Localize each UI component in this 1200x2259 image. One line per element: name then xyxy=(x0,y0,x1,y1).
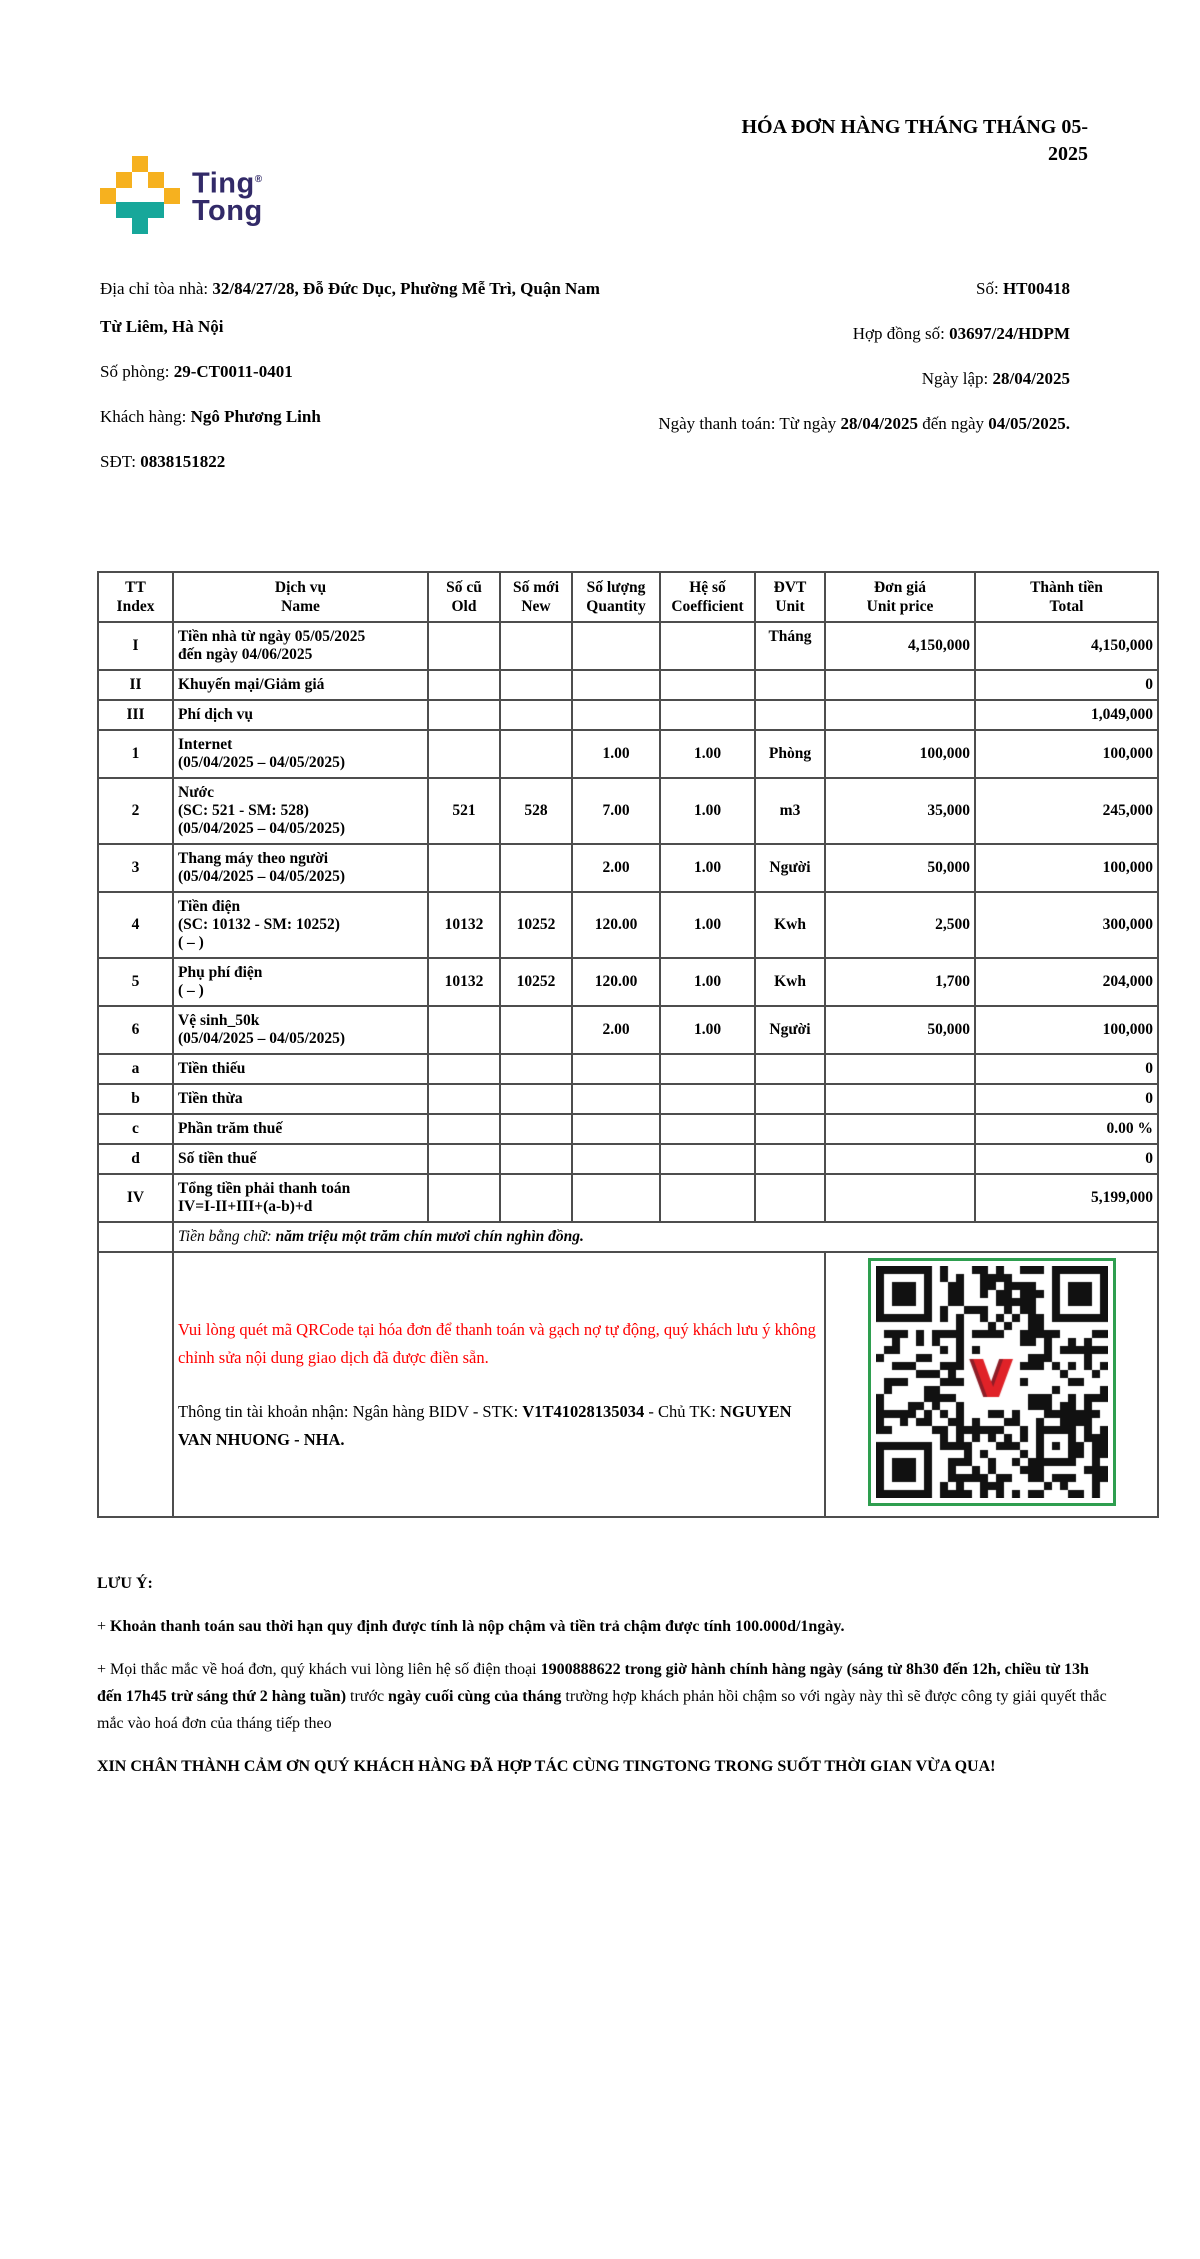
invoice-info-right xyxy=(620,270,1070,481)
amount-in-words-row xyxy=(98,1222,1158,1252)
col-service: Dịch vụ Name xyxy=(173,572,428,622)
cell-unit-price xyxy=(825,670,975,700)
notes-heading: LƯU Ý: xyxy=(97,1575,153,1592)
cell-total: 245,000 xyxy=(975,778,1158,844)
bank-account-info: Thông tin tài khoản nhận: Ngân hàng BIDV - STK: V1T41028135034 - Chủ TK: NGUYEN VAN NHUONG - NHA. xyxy=(178,1401,792,1449)
cell-coefficient xyxy=(660,1174,755,1222)
cell-unit: Phòng xyxy=(755,730,825,778)
cell-coefficient: 1.00 xyxy=(660,778,755,844)
cell-index: III xyxy=(98,700,173,730)
cell-total: 0 xyxy=(975,1084,1158,1114)
cell-unit-price xyxy=(825,1054,975,1084)
cell-quantity xyxy=(572,1054,660,1084)
brand-word-tong: Tong xyxy=(192,194,263,227)
col-quantity: Số lượng Quantity xyxy=(572,572,660,622)
tingtong-logo xyxy=(100,156,263,234)
table-row xyxy=(98,730,1158,778)
note-hotline: + Mọi thắc mắc về hoá đơn, quý khách vui lòng liên hệ số điện thoại 1900888622 trong giờ hành chính hàng ngày (sáng từ 8h30 đến 12h, chiều từ 13h đến 17h45 trừ sáng thứ 2 hàng tuần) trước ngày cuối cùng của tháng trường hợp khách phản hồi chậm so với ngày này thì sẽ được công ty giải quyết thắc mắc vào hoá đơn của tháng tiếp theo xyxy=(97,1661,1107,1732)
cell-new-reading xyxy=(500,844,572,892)
cell-unit-price xyxy=(825,1144,975,1174)
cell-index: 6 xyxy=(98,1006,173,1054)
cell-old-reading xyxy=(428,670,500,700)
building-address: Địa chỉ tòa nhà: 32/84/27/28, Đỗ Đức Dục, Phường Mễ Trì, Quận Nam Từ Liêm, Hà Nội xyxy=(100,279,600,336)
cell-total: 100,000 xyxy=(975,844,1158,892)
cell-index: b xyxy=(98,1084,173,1114)
cell-coefficient: 1.00 xyxy=(660,958,755,1006)
cell-quantity: 120.00 xyxy=(572,892,660,958)
thank-you-line: XIN CHÂN THÀNH CẢM ƠN QUÝ KHÁCH HÀNG ĐÃ HỢP TÁC CÙNG TINGTONG TRONG SUỐT THỜI GIAN VỪA QUA! xyxy=(97,1758,996,1775)
cell-quantity: 7.00 xyxy=(572,778,660,844)
cell-index: 4 xyxy=(98,892,173,958)
cell-service-name: Tiền điện (SC: 10132 - SM: 10252) ( – ) xyxy=(173,892,428,958)
table-row xyxy=(98,958,1158,1006)
brand-word-ting: Ting xyxy=(192,167,255,200)
cell-new-reading xyxy=(500,1144,572,1174)
cell-coefficient: 1.00 xyxy=(660,892,755,958)
cell-new-reading xyxy=(500,730,572,778)
cell-coefficient xyxy=(660,1114,755,1144)
cell-old-reading xyxy=(428,1084,500,1114)
cell-index: a xyxy=(98,1054,173,1084)
cell-coefficient: 1.00 xyxy=(660,730,755,778)
col-old: Số cũ Old xyxy=(428,572,500,622)
cell-quantity xyxy=(572,622,660,670)
cell-service-name: Tiền nhà từ ngày 05/05/2025 đến ngày 04/06/2025 xyxy=(173,622,428,670)
invoice-number: Số: HT00418 xyxy=(976,279,1070,298)
cell-service-name: Internet (05/04/2025 – 04/05/2025) xyxy=(173,730,428,778)
table-row xyxy=(98,1084,1158,1114)
cell-coefficient xyxy=(660,670,755,700)
cell-service-name: Phụ phí điện ( – ) xyxy=(173,958,428,1006)
cell-index: I xyxy=(98,622,173,670)
cell-old-reading xyxy=(428,844,500,892)
cell-total: 300,000 xyxy=(975,892,1158,958)
registered-mark: ® xyxy=(254,174,263,185)
invoice-table xyxy=(97,571,1159,1518)
table-row xyxy=(98,892,1158,958)
qr-row xyxy=(98,1252,1158,1517)
col-unit-price: Đơn giá Unit price xyxy=(825,572,975,622)
cell-index: 3 xyxy=(98,844,173,892)
cell-total: 1,049,000 xyxy=(975,700,1158,730)
cell-coefficient xyxy=(660,1054,755,1084)
cell-quantity: 2.00 xyxy=(572,844,660,892)
cell-unit xyxy=(755,700,825,730)
cell-index: II xyxy=(98,670,173,700)
table-row xyxy=(98,622,1158,670)
col-total: Thành tiền Total xyxy=(975,572,1158,622)
table-row xyxy=(98,778,1158,844)
qr-code-canvas xyxy=(876,1266,1108,1498)
cell-unit: Tháng xyxy=(755,622,825,670)
cell-unit-price xyxy=(825,1084,975,1114)
cell-unit: m3 xyxy=(755,778,825,844)
cell-unit-price xyxy=(825,1114,975,1144)
cell-service-name: Nước (SC: 521 - SM: 528) (05/04/2025 – 04/05/2025) xyxy=(173,778,428,844)
cell-old-reading xyxy=(428,1054,500,1084)
table-row xyxy=(98,1174,1158,1222)
table-header-row xyxy=(98,572,1158,622)
cell-unit-price: 50,000 xyxy=(825,844,975,892)
cell-service-name: Phần trăm thuế xyxy=(173,1114,428,1144)
cell-old-reading xyxy=(428,730,500,778)
table-row xyxy=(98,844,1158,892)
cell-unit-price: 35,000 xyxy=(825,778,975,844)
cell-unit-price: 1,700 xyxy=(825,958,975,1006)
cell-index: IV xyxy=(98,1174,173,1222)
cell-new-reading xyxy=(500,622,572,670)
cell-old-reading xyxy=(428,700,500,730)
cell-unit xyxy=(755,1084,825,1114)
cell-coefficient xyxy=(660,700,755,730)
table-row xyxy=(98,1006,1158,1054)
cell-quantity xyxy=(572,1174,660,1222)
amount-in-words: Tiền bằng chữ: năm triệu một trăm chín mươi chín nghìn đồng. xyxy=(173,1222,1158,1252)
col-new: Số mới New xyxy=(500,572,572,622)
col-index: TT Index xyxy=(98,572,173,622)
cell-index: 1 xyxy=(98,730,173,778)
cell-old-reading: 521 xyxy=(428,778,500,844)
cell-coefficient xyxy=(660,622,755,670)
cell-total: 100,000 xyxy=(975,1006,1158,1054)
cell-new-reading xyxy=(500,1174,572,1222)
customer-phone: SĐT: 0838151822 xyxy=(100,452,226,471)
cell-new-reading xyxy=(500,1114,572,1144)
cell-unit-price xyxy=(825,1174,975,1222)
cell-index: d xyxy=(98,1144,173,1174)
col-coefficient: Hệ số Coefficient xyxy=(660,572,755,622)
cell-total: 0 xyxy=(975,1054,1158,1084)
payment-instructions xyxy=(173,1252,825,1517)
cell-total: 204,000 xyxy=(975,958,1158,1006)
table-row xyxy=(98,1054,1158,1084)
cell-quantity: 2.00 xyxy=(572,1006,660,1054)
cell-old-reading xyxy=(428,622,500,670)
cell-index: 2 xyxy=(98,778,173,844)
qr-scan-note: Vui lòng quét mã QRCode tại hóa đơn để thanh toán và gạch nợ tự động, quý khách lưu ý không chỉnh sửa nội dung giao dịch đã được điền sẵn. xyxy=(178,1319,816,1367)
cell-new-reading xyxy=(500,700,572,730)
cell-unit-price: 50,000 xyxy=(825,1006,975,1054)
empty-cell xyxy=(98,1222,173,1252)
cell-index: 5 xyxy=(98,958,173,1006)
cell-old-reading xyxy=(428,1144,500,1174)
cell-unit-price xyxy=(825,700,975,730)
cell-coefficient: 1.00 xyxy=(660,1006,755,1054)
cell-service-name: Vệ sinh_50k (05/04/2025 – 04/05/2025) xyxy=(173,1006,428,1054)
qr-code xyxy=(868,1258,1116,1506)
footer-notes xyxy=(97,1570,1107,1780)
table-row xyxy=(98,1114,1158,1144)
page-title xyxy=(726,114,1088,168)
cell-service-name: Số tiền thuế xyxy=(173,1144,428,1174)
cell-unit: Người xyxy=(755,1006,825,1054)
page-title-line1: HÓA ĐƠN HÀNG THÁNG THÁNG 05- xyxy=(741,116,1088,138)
cell-quantity xyxy=(572,1114,660,1144)
cell-quantity xyxy=(572,1144,660,1174)
table-row xyxy=(98,1144,1158,1174)
cell-quantity xyxy=(572,700,660,730)
cell-old-reading xyxy=(428,1174,500,1222)
invoice-info xyxy=(0,270,1200,481)
room-number: Số phòng: 29-CT0011-0401 xyxy=(100,362,293,381)
invoice-table-body xyxy=(98,622,1158,1222)
cell-total: 5,199,000 xyxy=(975,1174,1158,1222)
cell-quantity: 1.00 xyxy=(572,730,660,778)
cell-total: 0 xyxy=(975,670,1158,700)
cell-unit xyxy=(755,1144,825,1174)
cell-unit: Kwh xyxy=(755,958,825,1006)
tingtong-logo-text xyxy=(192,166,263,234)
cell-coefficient: 1.00 xyxy=(660,844,755,892)
cell-coefficient xyxy=(660,1144,755,1174)
empty-cell xyxy=(98,1252,173,1517)
cell-unit xyxy=(755,1174,825,1222)
cell-unit: Kwh xyxy=(755,892,825,958)
issue-date: Ngày lập: 28/04/2025 xyxy=(921,369,1070,388)
cell-new-reading xyxy=(500,670,572,700)
table-row xyxy=(98,700,1158,730)
cell-unit xyxy=(755,670,825,700)
cell-unit xyxy=(755,1054,825,1084)
cell-new-reading: 10252 xyxy=(500,958,572,1006)
cell-total: 0 xyxy=(975,1144,1158,1174)
cell-new-reading: 10252 xyxy=(500,892,572,958)
cell-service-name: Tiền thiếu xyxy=(173,1054,428,1084)
cell-service-name: Phí dịch vụ xyxy=(173,700,428,730)
cell-total: 4,150,000 xyxy=(975,622,1158,670)
payment-period: Ngày thanh toán: Từ ngày 28/04/2025 đến ngày 04/05/2025. xyxy=(658,414,1070,433)
cell-quantity: 120.00 xyxy=(572,958,660,1006)
cell-old-reading xyxy=(428,1114,500,1144)
cell-unit-price: 4,150,000 xyxy=(825,622,975,670)
cell-total: 0.00 % xyxy=(975,1114,1158,1144)
cell-new-reading xyxy=(500,1084,572,1114)
qr-code-cell xyxy=(825,1252,1158,1517)
cell-index: c xyxy=(98,1114,173,1144)
cell-total: 100,000 xyxy=(975,730,1158,778)
header xyxy=(0,0,1200,234)
cell-service-name: Tiền thừa xyxy=(173,1084,428,1114)
cell-service-name: Khuyến mại/Giảm giá xyxy=(173,670,428,700)
cell-unit xyxy=(755,1114,825,1144)
cell-quantity xyxy=(572,670,660,700)
customer-name: Khách hàng: Ngô Phương Linh xyxy=(100,407,321,426)
col-unit: ĐVT Unit xyxy=(755,572,825,622)
table-row xyxy=(98,670,1158,700)
cell-new-reading xyxy=(500,1006,572,1054)
cell-unit-price: 100,000 xyxy=(825,730,975,778)
cell-old-reading xyxy=(428,1006,500,1054)
note-late-payment: + Khoản thanh toán sau thời hạn quy định được tính là nộp chậm và tiền trả chậm được tính 100.000d/1ngày. xyxy=(97,1618,845,1635)
cell-unit: Người xyxy=(755,844,825,892)
tingtong-logo-icon xyxy=(100,156,178,234)
cell-new-reading xyxy=(500,1054,572,1084)
cell-service-name: Tổng tiền phải thanh toán IV=I-II+III+(a-b)+d xyxy=(173,1174,428,1222)
cell-service-name: Thang máy theo người (05/04/2025 – 04/05/2025) xyxy=(173,844,428,892)
cell-new-reading: 528 xyxy=(500,778,572,844)
page-title-line2: 2025 xyxy=(1048,143,1088,165)
cell-old-reading: 10132 xyxy=(428,958,500,1006)
cell-coefficient xyxy=(660,1084,755,1114)
invoice-info-left xyxy=(100,270,605,481)
cell-unit-price: 2,500 xyxy=(825,892,975,958)
contract-number: Hợp đồng số: 03697/24/HDPM xyxy=(852,324,1070,343)
cell-quantity xyxy=(572,1084,660,1114)
cell-old-reading: 10132 xyxy=(428,892,500,958)
